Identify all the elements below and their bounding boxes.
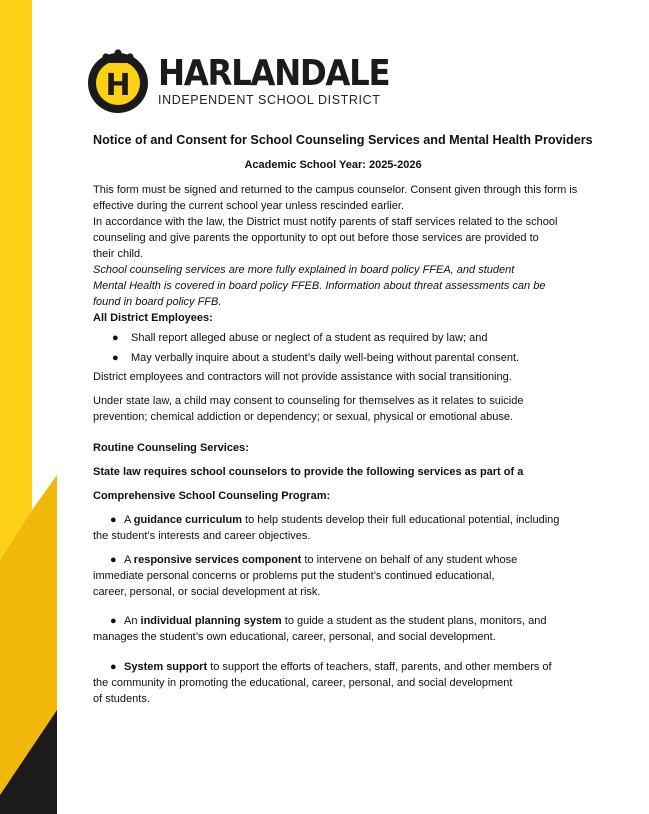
district-wordmark (158, 53, 415, 107)
intro-text: In accordance with the law, the District must notify parents of staff services related to the school (93, 216, 558, 228)
district-subtitle: INDEPENDENT SCHOOL DISTRICT (158, 93, 381, 107)
intro-text: This form must be signed and returned to the campus counselor. Consent given through this form is (93, 184, 578, 196)
logo-letter: H (105, 68, 131, 103)
academic-year: Academic School Year: 2025-2026 (244, 159, 422, 171)
employee-duties-list (110, 330, 570, 370)
district-logo-icon (86, 48, 150, 114)
intro-paragraph (93, 182, 583, 326)
employees-heading: All District Employees: (93, 312, 213, 324)
bullet-icon: ● (112, 352, 119, 364)
policy-note: found in board policy FFB. (93, 296, 222, 308)
state-law-heading: State law requires school counselors to provide the following services as part of a (93, 466, 524, 478)
bullet-icon: ● (112, 332, 119, 344)
routine-heading: Routine Counseling Services: (93, 442, 249, 454)
bullet-icon: ● (110, 661, 117, 673)
consent-paragraph: Under state law, a child may consent to counseling for themselves as it relates to suicide prevention; chemical addiction or dependency; or sexual, physical or emotional abuse. (93, 395, 524, 423)
bullet-icon: ● (110, 514, 117, 526)
policy-note: School counseling services are more fully explained in board policy FFEA, and student (93, 264, 515, 276)
intro-text: effective during the current school year unless rescinded earlier. (93, 200, 405, 212)
intro-text: their child. (93, 248, 144, 260)
guidance-curriculum-item: ● A guidance curriculum to help students develop their full educational potential, including the student’s interests and career objectives. (93, 514, 560, 542)
intro-text: counseling and give parents the opportunity to opt out before those services are provided to (93, 232, 539, 244)
individual-planning-item: ● An individual planning system to guide a student as the student plans, monitors, and manages the student’s own educational, career, personal, and social development. (93, 615, 547, 643)
bullet-icon: ● (110, 554, 117, 566)
stripe-yellow (0, 0, 32, 560)
bullet-icon: ● (110, 615, 117, 627)
system-support-item: ● System support to support the efforts of teachers, staff, parents, and other members of the community in promoting the educational, career, personal, and social development of students. (93, 661, 552, 705)
district-name: HARLANDALE (158, 53, 390, 94)
program-heading: Comprehensive School Counseling Program: (93, 490, 331, 502)
list-item: ● Shall report alleged abuse or neglect of a student as required by law; and (112, 332, 488, 344)
policy-note: Mental Health is covered in board policy FFEB. Information about threat assessments can be (93, 280, 546, 292)
list-item: ● May verbally inquire about a student’s daily well-being without parental consent. (112, 352, 520, 364)
responsive-services-item: ● A responsive services component to intervene on behalf of any student whose immediate personal concerns or problems put the student’s continued educational, career, personal, or social development at risk. (93, 554, 518, 598)
document-title: Notice of and Consent for School Counseling Services and Mental Health Providers (93, 133, 593, 147)
decorative-side-stripe (0, 0, 57, 814)
social-transition-note: District employees and contractors will not provide assistance with social transitioning. (93, 371, 512, 383)
